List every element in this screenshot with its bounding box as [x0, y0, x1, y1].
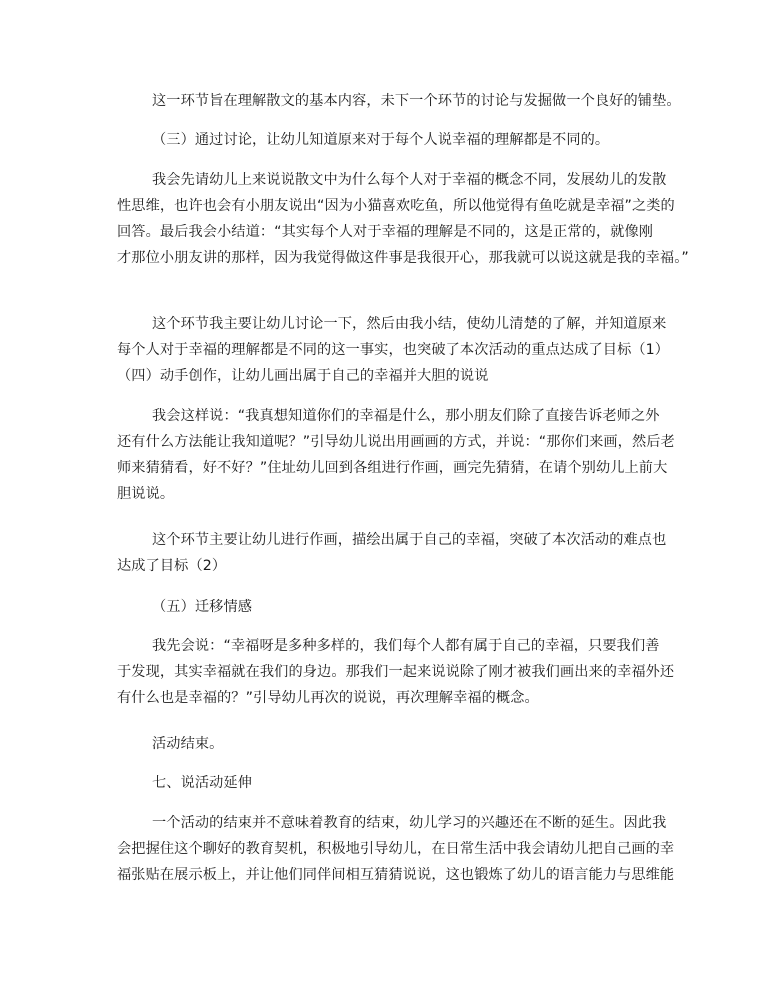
heading-section-seven [117, 770, 657, 796]
text-line: 一个活动的结束并不意味着教育的结束，幼儿学习的兴趣还在不断的延生。因此我 [152, 815, 667, 831]
text-line: 活动结束。 [152, 736, 224, 752]
paragraph-section-purpose [117, 88, 681, 114]
text-line: （三）通过讨论，让幼儿知道原来对于每个人说幸福的理解都是不同的。 [152, 132, 610, 148]
text-line: 我会这样说：“我真想知道你们的幸福是什么，那小朋友们除了直接告诉老师之外 [152, 408, 660, 424]
paragraph-extension [117, 810, 675, 888]
text-line: （四）动手创作，让幼儿画出属于自己的幸福并大胆的说说 [117, 368, 489, 384]
paragraph-summary-goal-1 [117, 311, 670, 389]
text-line: 这个环节主要让幼儿进行作画，描绘出属于自己的幸福，突破了本次活动的难点也 [152, 532, 667, 548]
text-line: 才那位小朋友讲的那样，因为我觉得做这件事是我很开心，那我就可以说这就是我的幸福。” [117, 250, 689, 266]
text-line: 我会先请幼儿上来说说散文中为什么每个人对于幸福的概念不同，发展幼儿的发散 [152, 172, 667, 188]
text-line: 于发现，其实幸福就在我们的身边。那我们一起来说说除了刚才被我们画出来的幸福外还 [117, 664, 675, 680]
paragraph-drawing-activity [117, 403, 675, 507]
text-line: 这一环节旨在理解散文的基本内容，未下一个环节的讨论与发掘做一个良好的铺垫。 [152, 93, 681, 109]
text-line: 福张贴在展示板上，并让他们同伴间相互猜猜说说，这也锻炼了幼儿的语言能力与思维能 [117, 867, 675, 883]
heading-section-three [117, 127, 657, 153]
text-line: 每个人对于幸福的理解都是不同的这一事实，也突破了本次活动的重点达成了目标（1） [117, 342, 670, 358]
paragraph-summary-goal-2 [117, 527, 667, 579]
text-line: 还有什么方法能让我知道呢？”引导幼儿说出用画画的方式，并说：“那你们来画，然后老 [117, 434, 675, 450]
heading-section-five [117, 594, 657, 620]
text-line: 师来猜猜看，好不好？”住址幼儿回到各组进行作画，画完先猜猜，在请个别幼儿上前大 [117, 460, 668, 476]
text-line: 我先会说：“幸福呀是多种多样的，我们每个人都有属于自己的幸福，只要我们善 [152, 638, 660, 654]
text-line: 七、说活动延伸 [152, 775, 253, 791]
paragraph-discussion [117, 167, 689, 271]
paragraph-activity-end [117, 731, 657, 757]
text-line: 有什么也是幸福的？”引导幼儿再次的说说，再次理解幸福的概念。 [117, 690, 539, 706]
text-line: 会把握住这个聊好的教育契机，积极地引导幼儿，在日常生活中我会请幼儿把自己画的幸 [117, 841, 675, 857]
text-line: 达成了目标（2） [117, 558, 227, 574]
text-line: （五）迁移情感 [152, 599, 253, 615]
text-line: 这个环节我主要让幼儿讨论一下，然后由我小结，使幼儿清楚的了解，并知道原来 [152, 316, 667, 332]
text-line: 胆说说。 [117, 486, 175, 502]
paragraph-transfer-emotion [117, 633, 675, 711]
text-line: 性思维，也许也会有小朋友说出“因为小猫喜欢吃鱼，所以他觉得有鱼吃就是幸福”之类的 [117, 198, 675, 214]
text-line: 回答。最后我会小结道：“其实每个人对于幸福的理解是不同的，这是正常的，就像刚 [117, 224, 654, 240]
